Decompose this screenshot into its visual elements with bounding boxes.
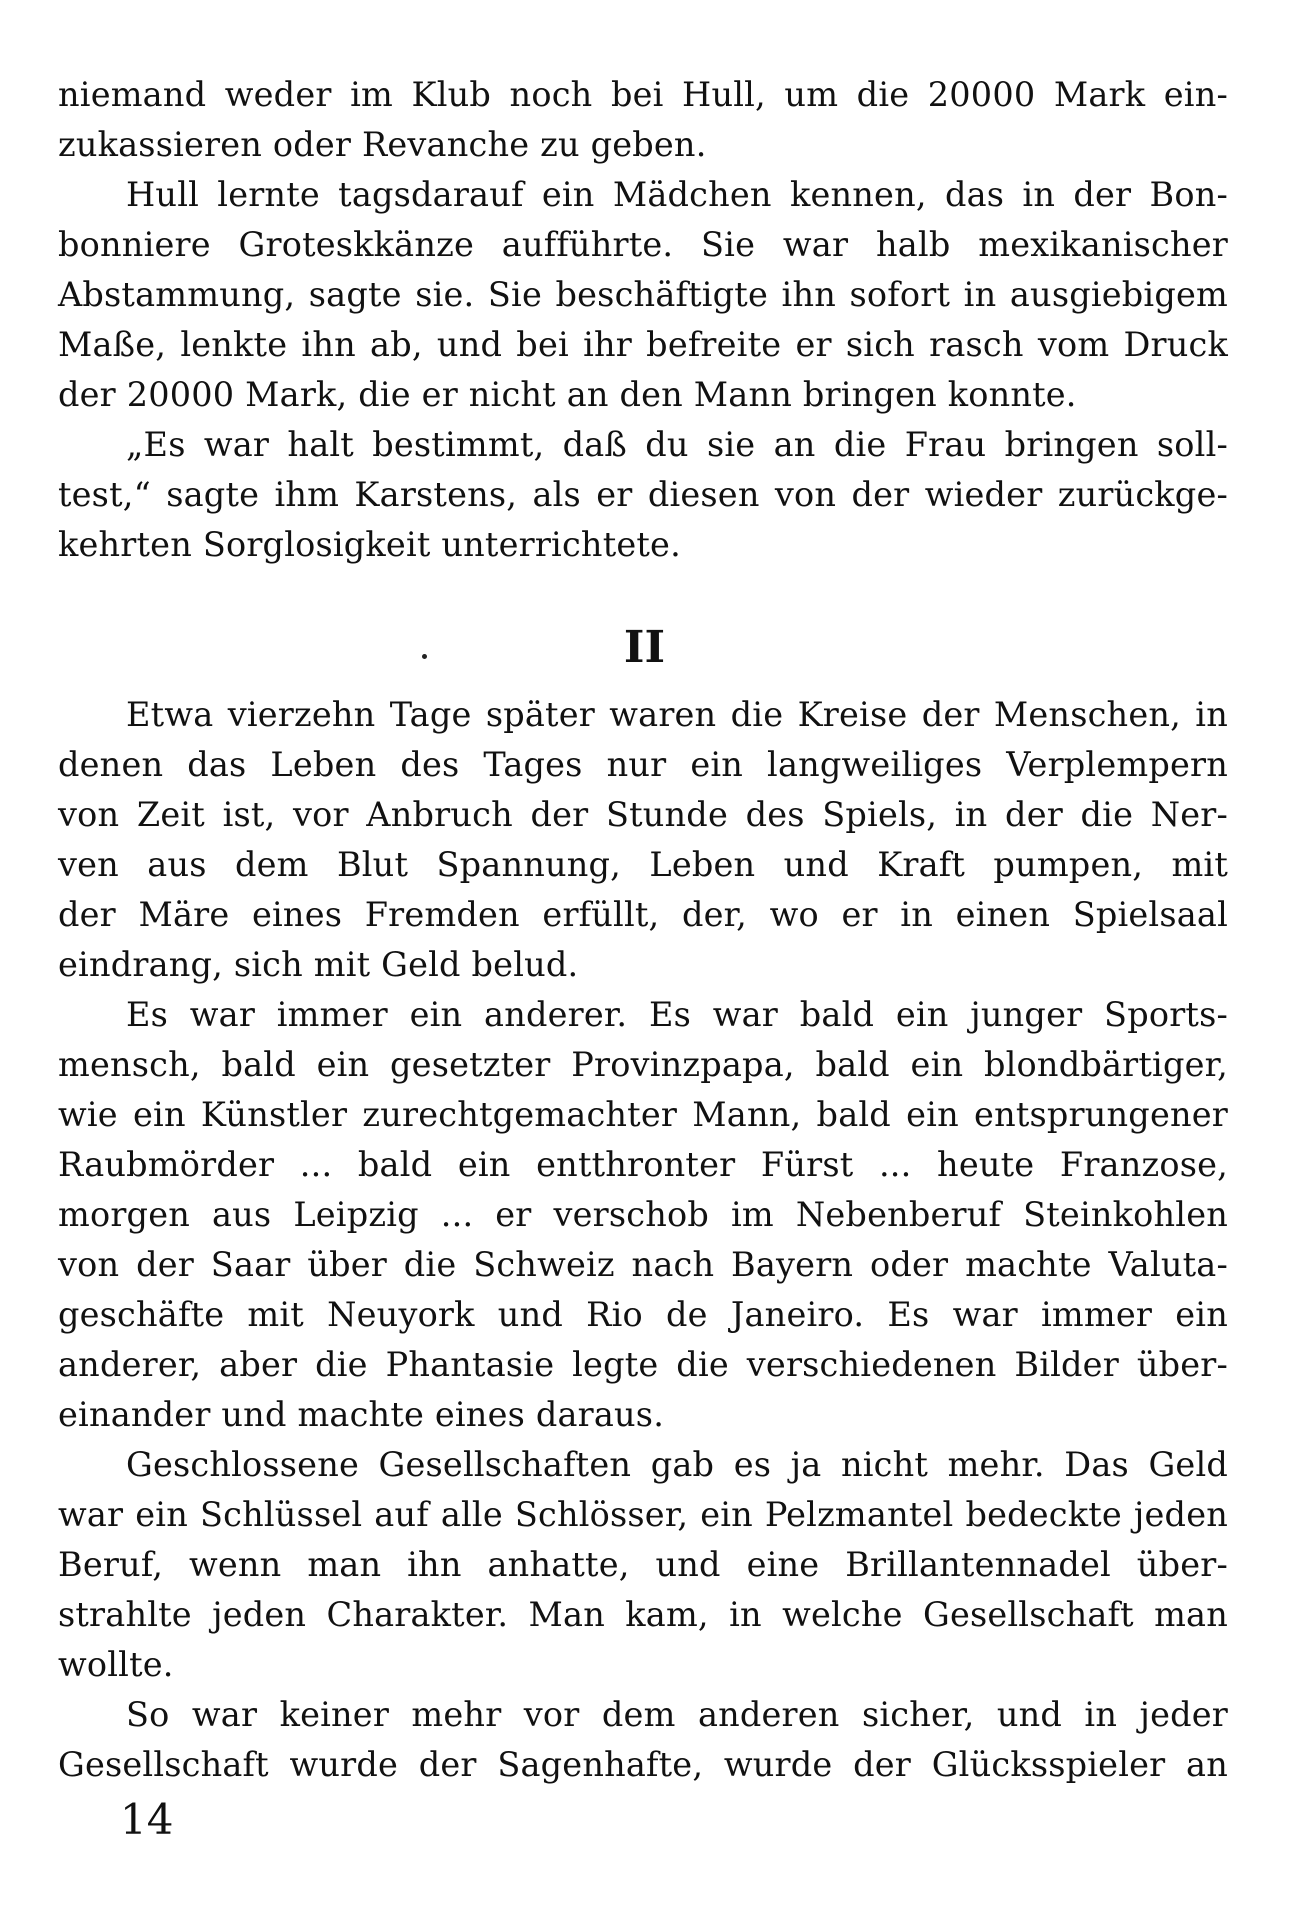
text-line: Gesellschaft wurde der Sagenhafte, wurde der Glücksspieler an	[58, 1745, 1228, 1784]
page-number: 14	[120, 1795, 174, 1844]
text-line: zukassieren oder Revanche zu geben.	[58, 125, 707, 164]
text-line: geschäfte mit Neuyork und Rio de Janeiro. Es war immer ein	[58, 1295, 1228, 1334]
text-line: niemand weder im Klub noch bei Hull, um die 20000 Mark ein-	[58, 75, 1228, 114]
text-line: Abstammung, sagte sie. Sie beschäftigte ihn sofort in ausgiebigem	[58, 275, 1228, 314]
text-line: einander und machte eines daraus.	[58, 1395, 665, 1434]
section-heading: II	[623, 622, 666, 673]
text-line: Etwa vierzehn Tage später waren die Kreise der Menschen, in	[126, 695, 1228, 734]
text-line: test,“ sagte ihm Karstens, als er diesen von der wieder zurückge-	[58, 475, 1228, 514]
text-line: ven aus dem Blut Spannung, Leben und Kraft pumpen, mit	[58, 845, 1228, 884]
text-line: mensch, bald ein gesetzter Provinzpapa, bald ein blondbärtiger,	[58, 1045, 1228, 1084]
text-line: war ein Schlüssel auf alle Schlösser, ein Pelzmantel bedeckte jeden	[58, 1495, 1228, 1534]
text-line: Beruf, wenn man ihn anhatte, und eine Brillantennadel über-	[58, 1545, 1228, 1584]
text-line: anderer, aber die Phantasie legte die verschiedenen Bilder über-	[58, 1345, 1228, 1384]
text-line: Es war immer ein anderer. Es war bald ein junger Sports-	[126, 995, 1228, 1034]
text-line: strahlte jeden Charakter. Man kam, in welche Gesellschaft man	[58, 1595, 1228, 1634]
text-line: der 20000 Mark, die er nicht an den Mann bringen konnte.	[58, 375, 1077, 414]
text-line: morgen aus Leipzig ... er verschob im Nebenberuf Steinkohlen	[58, 1195, 1228, 1234]
text-line: Maße, lenkte ihn ab, und bei ihr befreite er sich rasch vom Druck	[58, 325, 1228, 364]
text-line: eindrang, sich mit Geld belud.	[58, 945, 579, 984]
text-before-section	[58, 70, 1228, 570]
text-line: Geschlossene Gesellschaften gab es ja nicht mehr. Das Geld	[126, 1445, 1228, 1484]
text-line: bonniere Groteskkänze aufführte. Sie war halb mexikanischer	[58, 225, 1228, 264]
text-line: kehrten Sorglosigkeit unterrichtete.	[58, 525, 681, 564]
text-line: von Zeit ist, vor Anbruch der Stunde des Spiels, in der die Ner-	[58, 795, 1228, 834]
text-line: denen das Leben des Tages nur ein langweiliges Verplempern	[58, 745, 1228, 784]
text-line: der Märe eines Fremden erfüllt, der, wo er in einen Spielsaal	[58, 895, 1228, 934]
text-line: von der Saar über die Schweiz nach Bayern oder machte Valuta-	[58, 1245, 1228, 1284]
text-line: So war keiner mehr vor dem anderen sicher, und in jeder	[126, 1695, 1228, 1734]
text-after-section	[58, 690, 1228, 1790]
text-line: wollte.	[58, 1645, 174, 1684]
text-line: Hull lernte tagsdarauf ein Mädchen kennen, das in der Bon-	[126, 175, 1228, 214]
text-line: Raubmörder ... bald ein entthronter Fürst ... heute Franzose,	[58, 1145, 1228, 1184]
text-line: „Es war halt bestimmt, daß du sie an die Frau bringen soll-	[126, 425, 1228, 464]
text-line: wie ein Künstler zurechtgemachter Mann, bald ein entsprungener	[58, 1095, 1228, 1134]
